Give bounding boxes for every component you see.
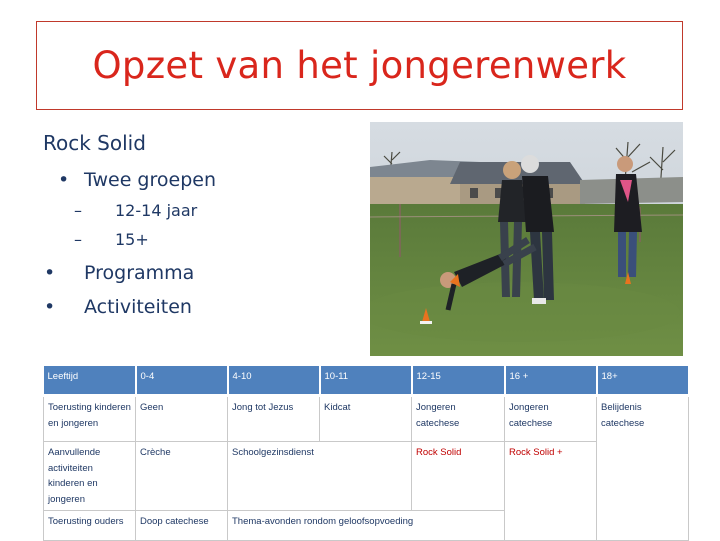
title-box <box>36 21 683 110</box>
table-cell: Rock Solid <box>412 442 505 511</box>
bullet-label: Activiteiten <box>84 296 192 318</box>
sub-bullet-label: 12-14 jaar <box>115 201 198 220</box>
table-header-row <box>44 366 689 396</box>
table-row <box>44 442 689 511</box>
group-activity-photo <box>370 122 683 356</box>
photo-illustration <box>370 122 683 356</box>
table-cell: Jongeren catechese <box>412 396 505 442</box>
row-label: Toerusting kinderen en jongeren <box>44 396 136 442</box>
header-cell: 4-10 <box>228 366 320 396</box>
bullet-marker: • <box>44 262 56 284</box>
table-cell: Belijdenis catechese <box>597 396 689 541</box>
slide-title: Opzet van het jongerenwerk <box>92 44 627 87</box>
header-cell: Leeftijd <box>44 366 136 396</box>
table-cell: Geen <box>136 396 228 442</box>
row-label: Aanvullende activiteiten kinderen en jongeren <box>44 442 136 511</box>
bullet-label: Twee groepen <box>84 169 216 191</box>
table-cell: Crèche <box>136 442 228 511</box>
bullet-marker: • <box>58 169 70 191</box>
age-activity-table <box>43 366 690 541</box>
table-cell: Rock Solid + <box>505 442 597 541</box>
table-cell: Jong tot Jezus <box>228 396 320 442</box>
sub-bullet-marker: – <box>74 201 82 220</box>
header-cell: 12-15 <box>412 366 505 396</box>
table-cell: Doop catechese <box>136 511 228 541</box>
table-cell: Jongeren catechese <box>505 396 597 442</box>
header-cell: 16 + <box>505 366 597 396</box>
table-cell: Kidcat <box>320 396 412 442</box>
section-heading: Rock Solid <box>43 131 146 155</box>
table-cell: Schoolgezinsdienst <box>228 442 412 511</box>
row-label: Toerusting ouders <box>44 511 136 541</box>
table-row <box>44 396 689 442</box>
bullet-label: Programma <box>84 262 195 284</box>
header-cell: 18+ <box>597 366 689 396</box>
bullet-marker: • <box>44 296 56 318</box>
sub-bullet-marker: – <box>74 230 82 249</box>
header-cell: 10-11 <box>320 366 412 396</box>
sub-bullet-label: 15+ <box>115 230 149 249</box>
table-cell: Thema-avonden rondom geloofsopvoeding <box>228 511 505 541</box>
header-cell: 0-4 <box>136 366 228 396</box>
